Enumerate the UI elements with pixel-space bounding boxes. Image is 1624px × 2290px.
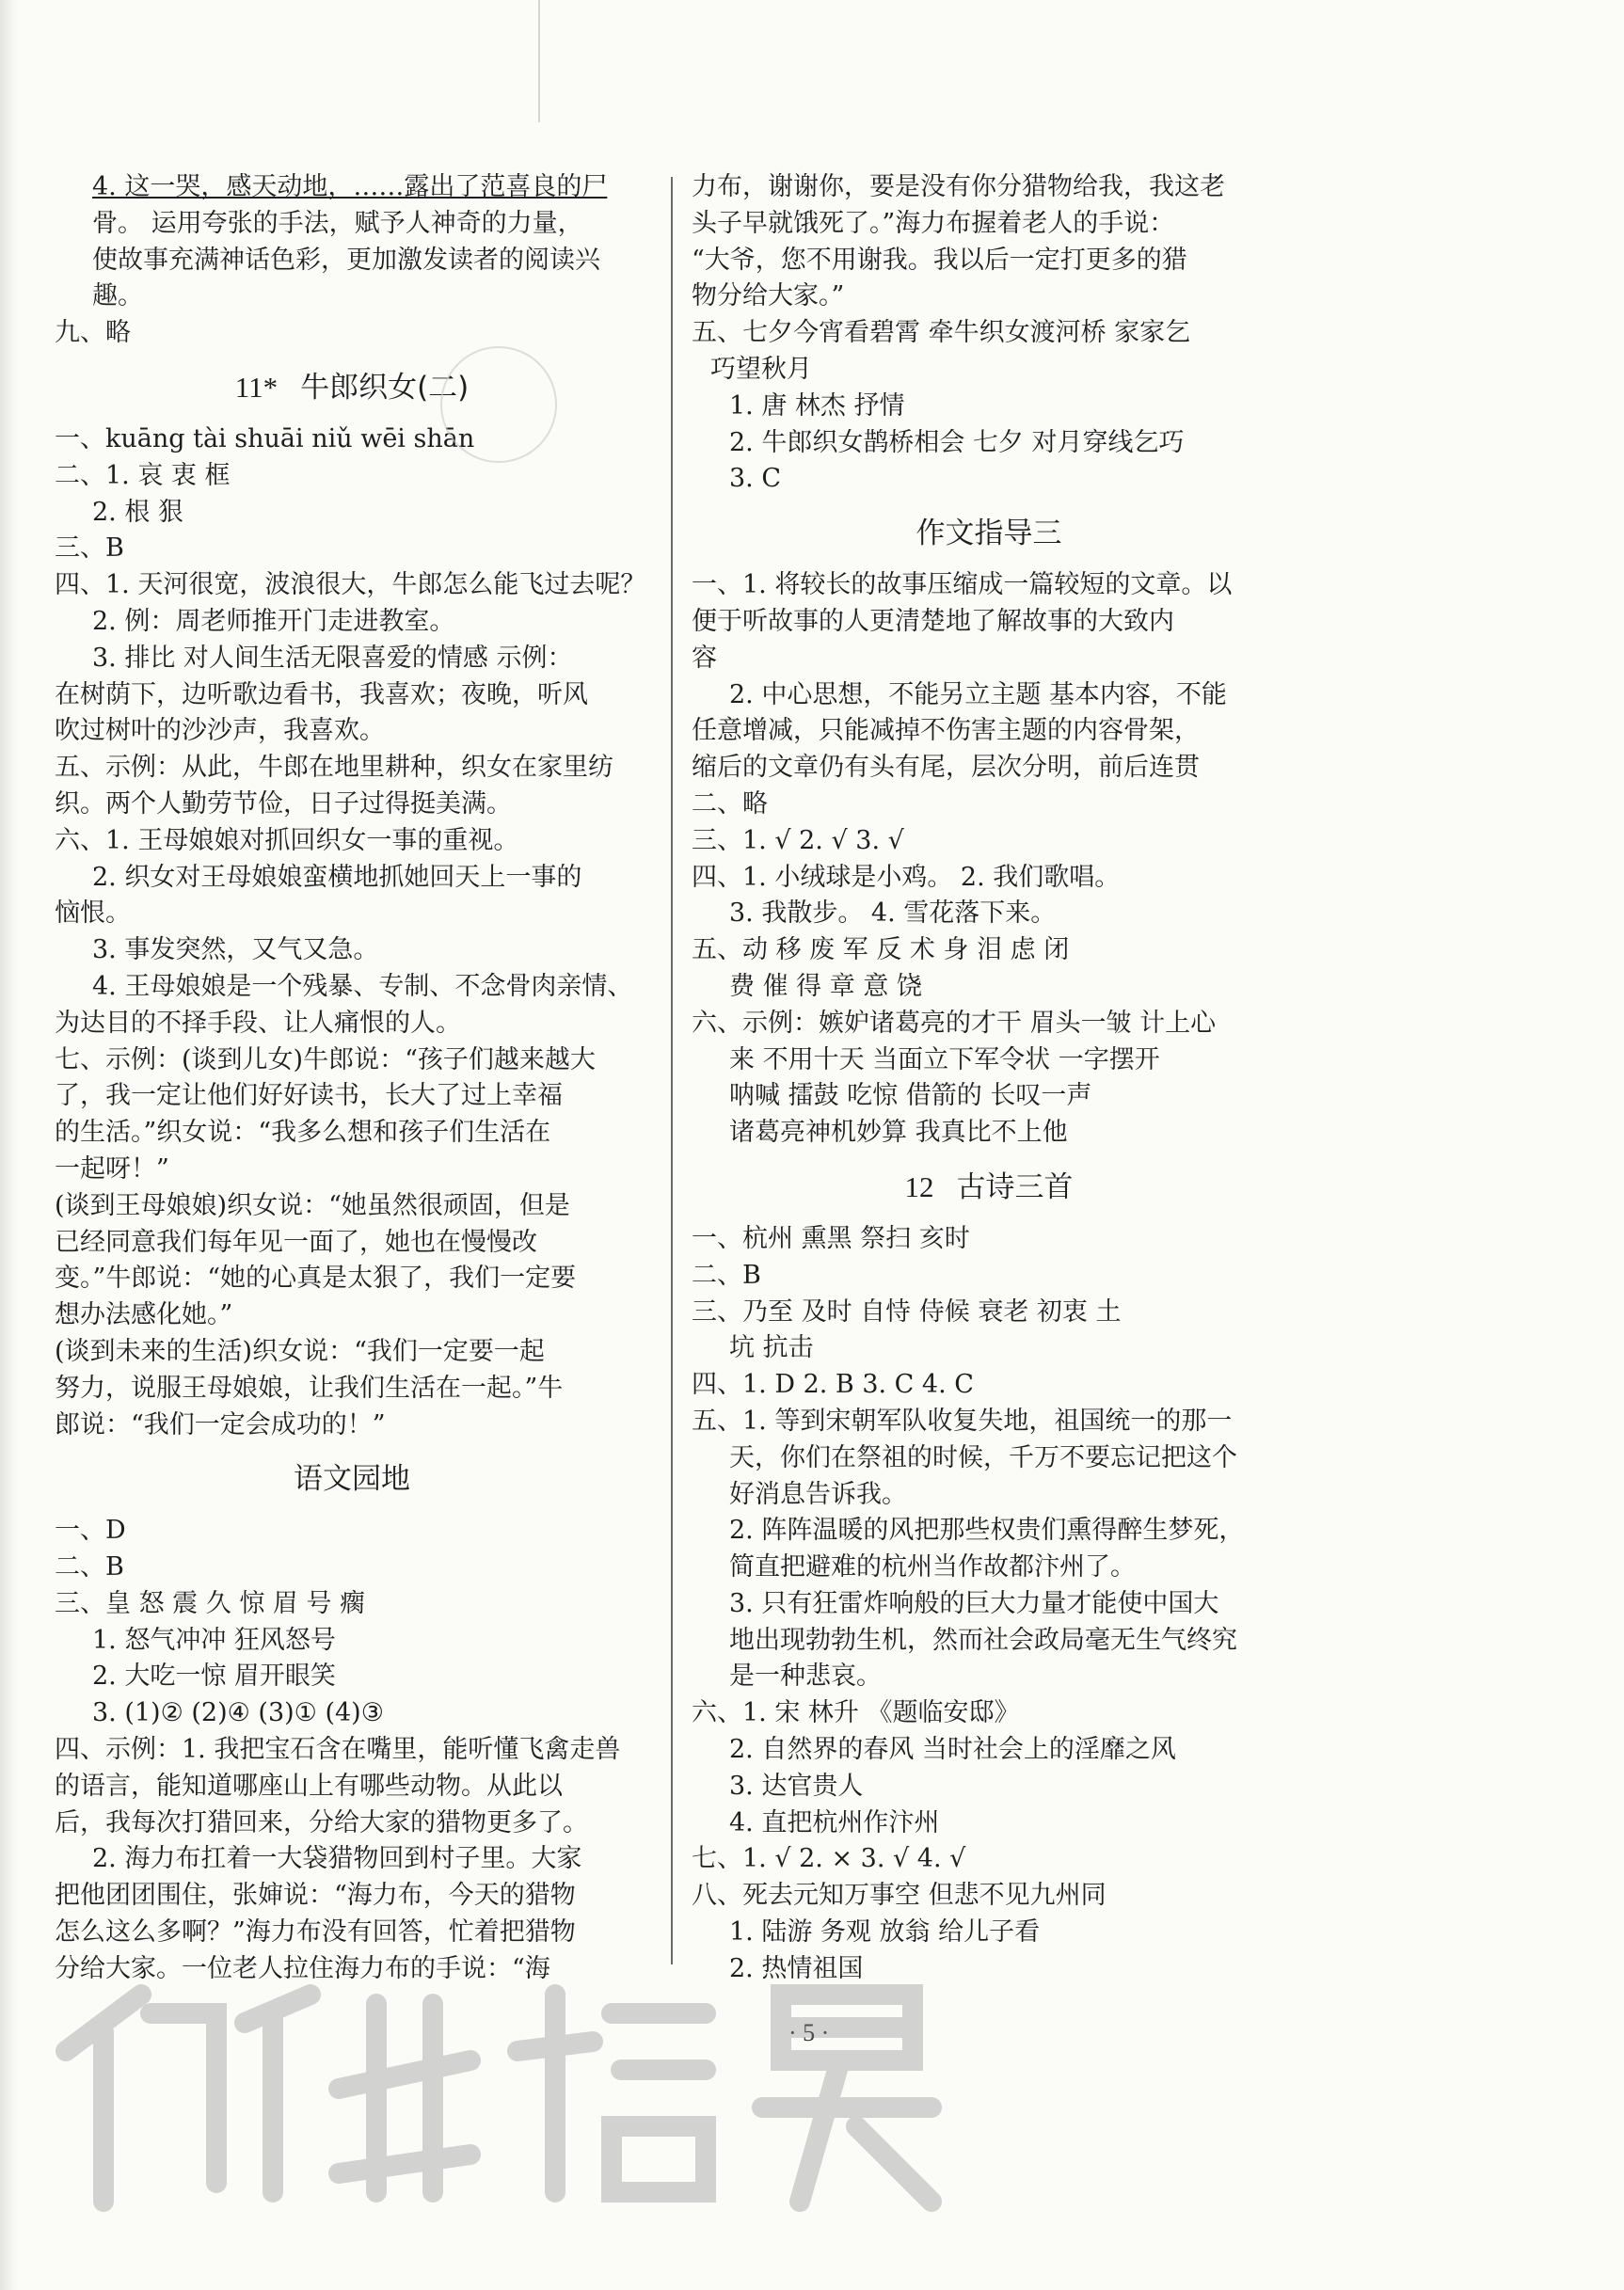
answer-line: 的语言，能知道哪座山上有哪些动物。从此以: [55, 1771, 563, 1801]
answer-line: 的生活。”织女说：“我多么想和孩子们生活在: [55, 1118, 551, 1148]
answer-line: 二、B: [692, 1260, 761, 1290]
section-heading-yuwen: [55, 1460, 649, 1498]
answer-line: 2. 牛郎织女鹊桥相会 七夕 对月穿线乞巧: [729, 427, 1185, 457]
answer-line: 恼恨。: [55, 899, 131, 929]
answer-line: 地出现勃勃生机，然而社会政局毫无生气终究: [729, 1625, 1237, 1655]
answer-line: 2. 中心思想，不能另立主题 基本内容，不能: [729, 679, 1227, 709]
stamp-seal: [440, 346, 557, 463]
answer-line: (谈到王母娘娘)织女说：“她虽然很顽固，但是: [55, 1190, 570, 1220]
answer-line: 2. 例：周老师推开门走进教室。: [92, 606, 455, 636]
section-number: 12: [904, 1169, 934, 1203]
answer-line: “大爷，您不用谢我。我以后一定打更多的猎: [692, 245, 1187, 275]
section-heading-niulang: [55, 369, 649, 406]
answer-line: 四、1. 天河很宽，波浪很大，牛郎怎么能飞过去呢？: [55, 570, 646, 600]
answer-line: 2. 热情祖国: [729, 1953, 864, 1983]
section-title: 牛郎织女(二): [300, 370, 470, 405]
answer-line: 已经同意我们每年见一面了，她也在慢慢改: [55, 1227, 537, 1257]
answer-line: 四、1. D 2. B 3. C 4. C: [692, 1370, 974, 1400]
answer-line: 3. C: [729, 464, 782, 494]
answer-line: 五、动 移 废 军 反 术 身 泪 虑 闭: [692, 935, 1070, 965]
answer-line: 九、略: [55, 318, 131, 348]
answer-line: 一、1. 将较长的故事压缩成一篇较短的文章。以: [692, 570, 1233, 600]
answer-line: 六、示例：嫉妒诸葛亮的才干 眉头一皱 计上心: [692, 1008, 1217, 1038]
answer-line: 2. 根 狠: [92, 497, 183, 527]
answer-line: 是一种悲哀。: [729, 1662, 882, 1692]
answer-line: 后，我每次打猎回来，分给大家的猎物更多了。: [55, 1807, 588, 1837]
answer-line: 三、B: [55, 533, 124, 564]
answer-line: 三、皇 怒 震 久 惊 眉 号 瘸: [55, 1588, 366, 1618]
answer-line: 任意增减，只能减掉不伤害主题的内容骨架，: [692, 716, 1200, 746]
answer-line: 3. 只有狂雷炸响般的巨大力量才能使中国大: [729, 1588, 1219, 1618]
answer-line: 把他团团围住，张婶说：“海力布，今天的猎物: [55, 1881, 576, 1911]
left-top-block: [55, 169, 649, 352]
left-mid-block: [55, 421, 649, 1443]
section-heading-gushi: [692, 1169, 1286, 1206]
answer-line: 了，我一定让他们好好读书，长大了过上幸福: [55, 1081, 563, 1111]
section-title: 古诗三首: [956, 1169, 1074, 1204]
answer-line: 来 不用十天 当面立下军令状 一字摆开: [729, 1044, 1160, 1074]
fold-line: [538, 0, 540, 122]
right-bottom-block: [692, 1221, 1286, 1988]
answer-line: 四、示例：1. 我把宝石含在嘴里，能听懂飞禽走兽: [55, 1735, 621, 1765]
answer-line: 物分给大家。”: [692, 281, 845, 311]
answer-line: 一、杭州 熏黑 祭扫 亥时: [692, 1223, 970, 1253]
answer-line: 缩后的文章仍有头有尾，层次分明，前后连贯: [692, 753, 1200, 783]
answer-line: 天，你们在祭祖的时候，千万不要忘记把这个: [729, 1442, 1237, 1472]
answer-line: 2. 自然界的春风 当时社会上的淫靡之风: [729, 1735, 1176, 1765]
answer-line: 五、1. 等到宋朝军队收复失地，祖国统一的那一: [692, 1406, 1233, 1436]
answer-line: 四、1. 小绒球是小鸡。 2. 我们歌唱。: [692, 862, 1121, 892]
answer-line: 吹过树叶的沙沙声，我喜欢。: [55, 716, 385, 746]
answer-line: 容: [692, 643, 717, 673]
answer-line: 4. 王母娘娘是一个残暴、专制、不念骨肉亲情、: [92, 971, 633, 1001]
answer-line: 在树荫下，边听歌边看书，我喜欢；夜晚，听风: [55, 679, 588, 709]
right-mid-block: [692, 567, 1286, 1152]
answer-line: 五、七夕今宵看碧霄 牵牛织女渡河桥 家家乞: [692, 318, 1191, 348]
answer-line: (谈到未来的生活)织女说：“我们一定要一起: [55, 1336, 545, 1366]
answer-line: 七、1. √ 2. × 3. √ 4. √: [692, 1844, 966, 1874]
answer-line: 坑 抗击: [729, 1333, 814, 1363]
section-number: 11*: [234, 370, 279, 404]
answer-line: 怎么这么多啊？”海力布没有回答，忙着把猎物: [55, 1917, 576, 1948]
answer-line: 五、示例：从此，牛郎在地里耕种，织女在家里纺: [55, 753, 613, 783]
answer-line: 二、1. 哀 衷 框: [55, 460, 231, 490]
left-column: [55, 169, 649, 1988]
answer-line: 1. 怒气冲冲 狂风怒号: [92, 1625, 336, 1655]
answer-line: 八、死去元知万事空 但悲不见九州同: [692, 1881, 1107, 1911]
answer-line: 4. 直把杭州作汴州: [729, 1807, 940, 1837]
answer-line: 三、乃至 及时 自恃 侍候 衰老 初衷 土: [692, 1296, 1122, 1327]
answer-line: 想办法感化她。”: [55, 1300, 233, 1330]
answer-line: 二、略: [692, 788, 768, 819]
answer-line: 4. 这一哭，感天动地，……露出了范喜良的尸: [92, 172, 608, 201]
answer-line: 分给大家。一位老人拉住海力布的手说：“海: [55, 1953, 550, 1983]
answer-line: 趣。: [92, 281, 143, 311]
answer-line: 费 催 得 章 意 饶: [729, 971, 922, 1001]
answer-line: 三、1. √ 2. √ 3. √: [692, 825, 904, 855]
section-title: 语文园地: [294, 1462, 410, 1497]
answer-line: 一起呀！”: [55, 1153, 169, 1184]
page-number: · 5 ·: [788, 2019, 830, 2046]
answer-line: 3. 我散步。 4. 雪花落下来。: [729, 899, 1057, 929]
answer-line: 七、示例：(谈到儿女)牛郎说：“孩子们越来越大: [55, 1044, 596, 1074]
watermark-logo: [28, 1938, 969, 2220]
answer-line: 1. 陆游 务观 放翁 给儿子看: [729, 1917, 1041, 1948]
answer-line: 六、1. 宋 林升 《题临安邸》: [692, 1698, 1020, 1728]
answer-line: 力布，谢谢你，要是没有你分猎物给我，我这老: [692, 172, 1225, 201]
answer-line: 变。”牛郎说：“她的心真是太狠了，我们一定要: [55, 1264, 577, 1294]
answer-line: 一、kuāng tài shuāi niǔ wēi shān: [55, 423, 475, 453]
answer-line: 2. 海力布扛着一大袋猎物回到村子里。大家: [92, 1844, 582, 1874]
answer-line: 1. 唐 林杰 抒情: [729, 390, 905, 421]
answer-line: 六、1. 王母娘娘对抓回织女一事的重视。: [55, 825, 519, 855]
answer-line: 郎说：“我们一定会成功的！”: [55, 1409, 386, 1439]
answer-line: 3. (1)② (2)④ (3)① (4)③: [92, 1698, 384, 1728]
answer-line: 织。两个人勤劳节俭，日子过得挺美满。: [55, 788, 512, 819]
column-divider: [671, 177, 673, 1964]
section-heading-zuowen: [692, 515, 1286, 552]
page-edge: [0, 0, 17, 2290]
answer-line: 2. 织女对王母娘娘蛮横地抓她回天上一事的: [92, 862, 582, 892]
answer-line: 巧望秋月: [710, 354, 812, 384]
answer-line: 使故事充满神话色彩，更加激发读者的阅读兴: [92, 245, 600, 275]
answer-line: 二、B: [55, 1552, 124, 1582]
answer-line: 3. 事发突然，又气又急。: [92, 935, 379, 965]
answer-line: 一、D: [55, 1516, 126, 1546]
answer-line: 简直把避难的杭州当作故都汴州了。: [729, 1552, 1136, 1582]
answer-line: 3. 排比 对人间生活无限喜爱的情感 示例：: [92, 643, 573, 673]
section-title: 作文指导三: [915, 517, 1062, 551]
answer-line: 为达目的不择手段、让人痛恨的人。: [55, 1008, 461, 1038]
answer-line: 好消息告诉我。: [729, 1479, 907, 1509]
answer-line: 呐喊 擂鼓 吃惊 借箭的 长叹一声: [729, 1081, 1092, 1111]
right-column: [692, 169, 1286, 1988]
answer-line: 努力，说服王母娘娘，让我们生活在一起。”牛: [55, 1373, 564, 1403]
answer-line: 诸葛亮神机妙算 我真比不上他: [729, 1118, 1068, 1148]
answer-line: 2. 阵阵温暖的风把那些权贵们熏得醉生梦死，: [729, 1516, 1245, 1546]
answer-line: 2. 大吃一惊 眉开眼笑: [92, 1662, 336, 1692]
answer-line: 便于听故事的人更清楚地了解故事的大致内: [692, 606, 1174, 636]
answer-line: 3. 达官贵人: [729, 1771, 864, 1801]
answer-line: 头子早就饿死了。”海力布握着老人的手说：: [692, 208, 1175, 238]
right-top-block: [692, 169, 1286, 498]
left-bottom-block: [55, 1513, 649, 1987]
answer-line: 骨。 运用夸张的手法，赋予人神奇的力量，: [92, 208, 583, 238]
